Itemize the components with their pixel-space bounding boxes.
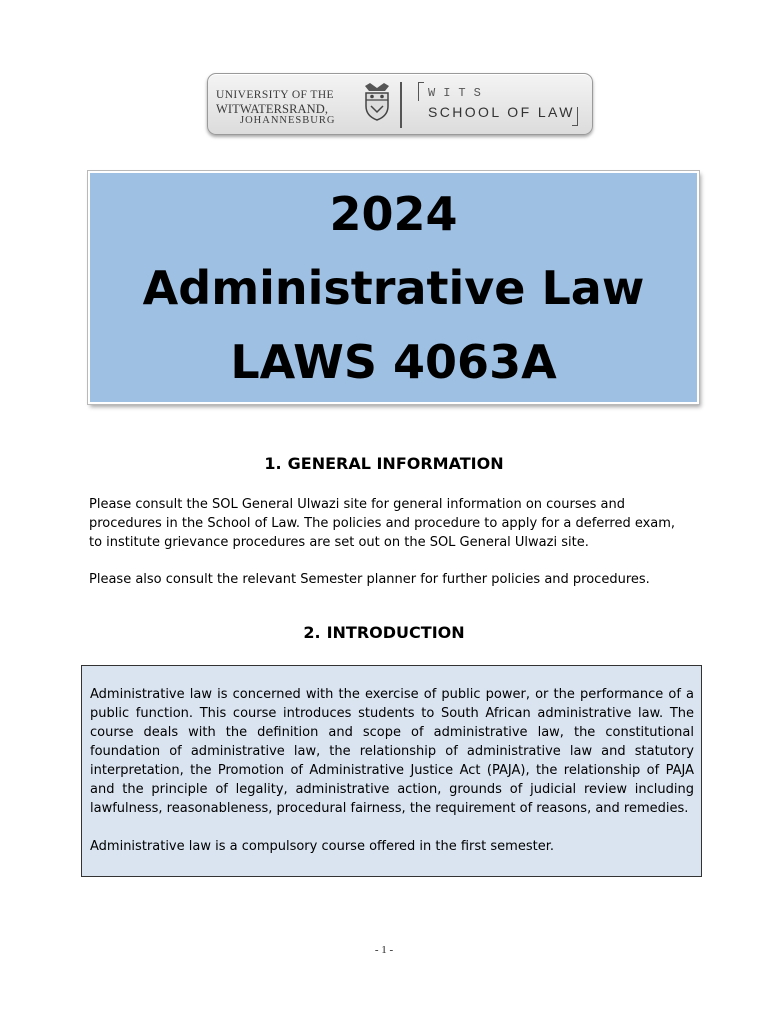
title-code: LAWS 4063A — [230, 334, 557, 389]
wits-text: WITS — [428, 86, 489, 100]
title-course: Administrative Law — [142, 260, 645, 315]
university-line-2: WITWATERSRAND, — [216, 101, 329, 116]
university-name — [216, 90, 358, 127]
wits-school-of-law-logo — [207, 73, 593, 135]
university-line-1: UNIVERSITY OF THE — [216, 89, 334, 101]
general-info-paragraph-1: Please consult the SOL General Ulwazi site for general information on courses and procedures in the School of Law. The policies and procedure to apply for a deferred exam, to institute grievance procedures are set out on the SOL General Ulwazi site. — [89, 497, 676, 550]
section-1-title: GENERAL INFORMATION — [287, 454, 504, 473]
school-of-law-wordmark — [418, 82, 578, 126]
page-number: - 1 - — [374, 944, 394, 956]
section-1-number: 1. — [264, 454, 282, 473]
title-year: 2024 — [329, 186, 458, 241]
section-2-heading — [0, 623, 768, 642]
section-2-number: 2. — [303, 623, 321, 642]
title-banner — [88, 171, 699, 404]
introduction-paragraph-2: Administrative law is a compulsory course offered in the first semester. — [90, 839, 554, 854]
introduction-box — [81, 665, 702, 877]
section-2-title: INTRODUCTION — [326, 623, 465, 642]
logo-divider — [400, 82, 402, 128]
section-1-heading — [0, 454, 768, 473]
general-info-paragraph-2: Please also consult the relevant Semester planner for further policies and procedures. — [89, 572, 650, 587]
university-crest-icon — [360, 82, 394, 122]
introduction-paragraph-1: Administrative law is concerned with the exercise of public power, or the performance of a public function. This course introduces students to South African administrative law. The course deals with the definition and scope of administrative law, the constitutional foundation of administrative law, the relationship of administrative law and statutory interpretation, the Promotion of Administrative Justice Act (PAJA), the relationship of PAJA and the principle of legality, administrative action, grounds of judicial review including lawfulness, reasonableness, procedural fairness, the requirement of reasons, and remedies. — [90, 687, 694, 816]
school-text: SCHOOL OF LAW — [428, 104, 575, 120]
university-line-3: JOHANNESBURG — [240, 115, 336, 126]
